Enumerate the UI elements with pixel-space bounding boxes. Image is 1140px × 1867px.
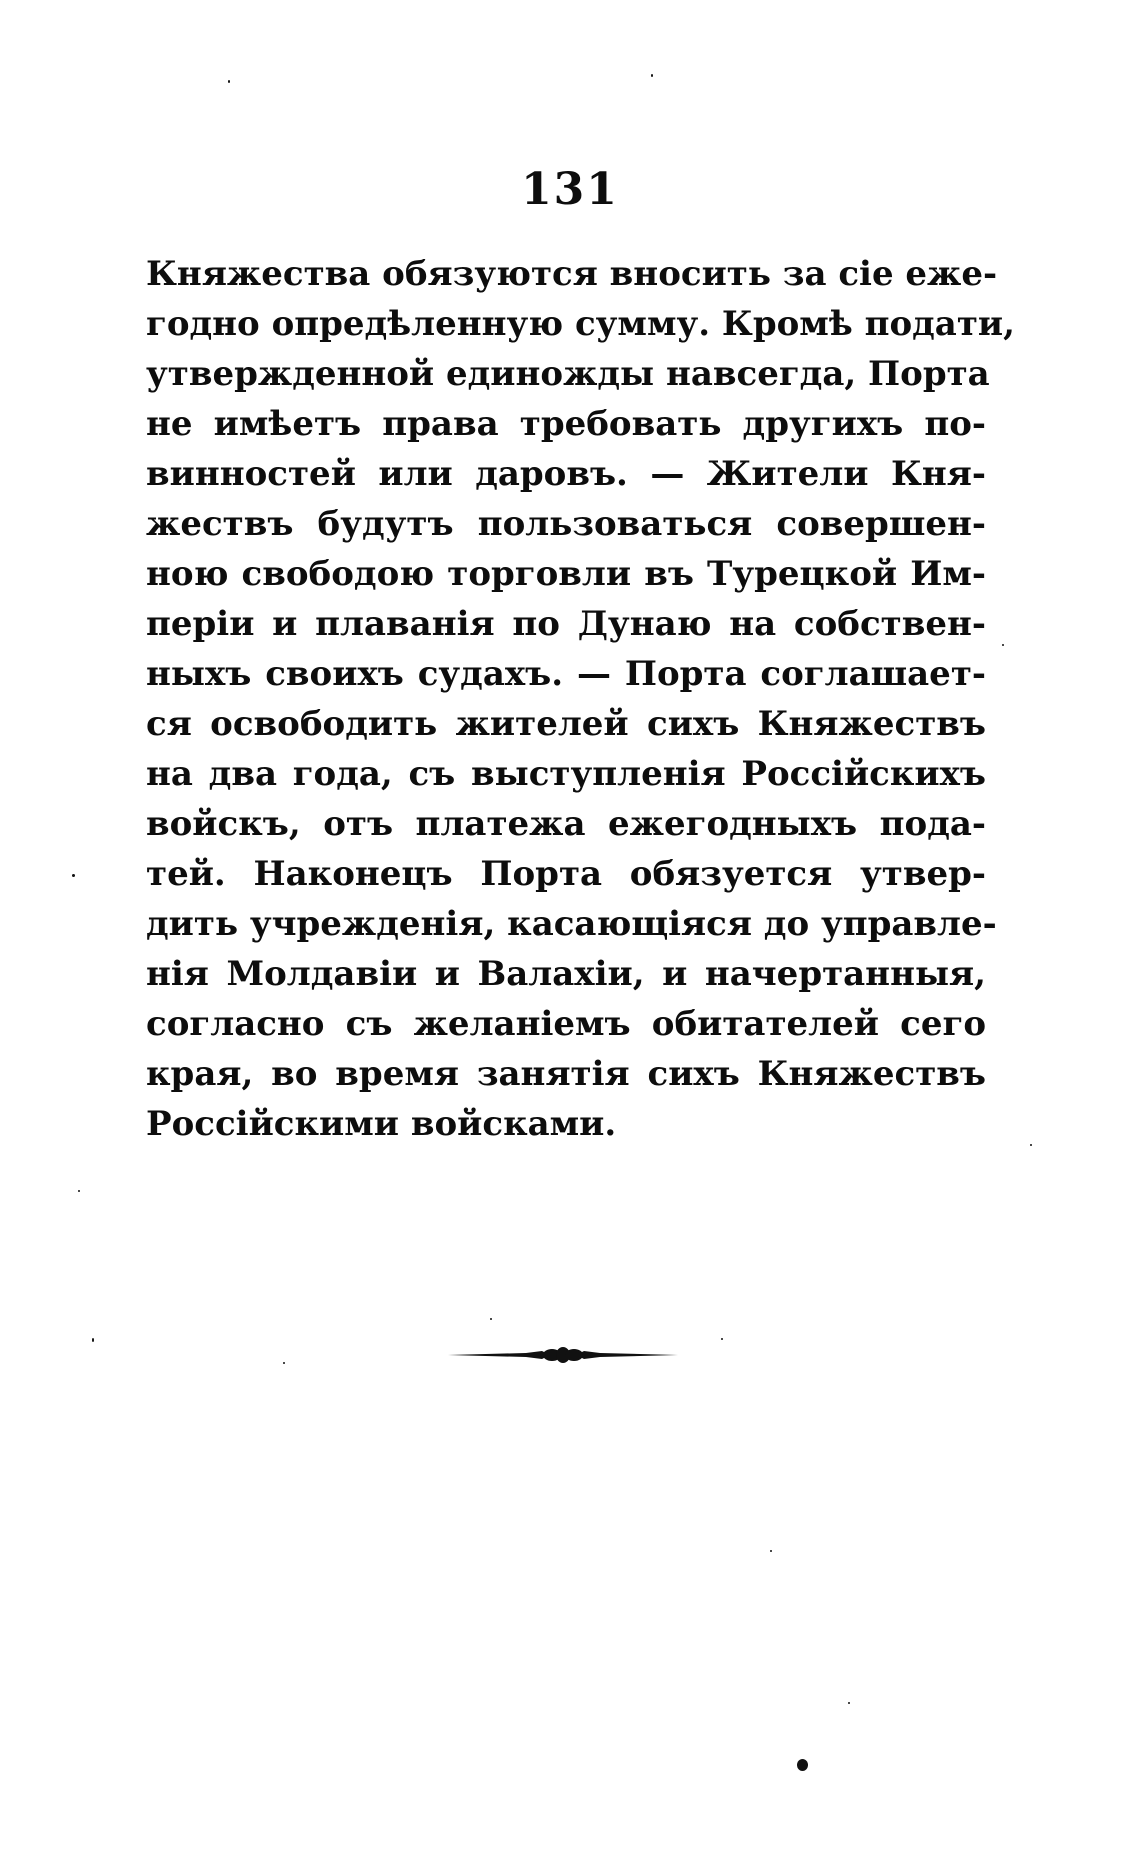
- text-line: утвержденной единожды навсегда, Порта: [146, 354, 990, 394]
- text-line: края, во время занятія сихъ Княжествъ: [146, 1054, 986, 1094]
- text-line: ныхъ своихъ судахъ. — Порта соглашает-: [146, 654, 986, 694]
- text-line: тей. Наконецъ Порта обязуется утвер-: [146, 854, 986, 894]
- text-line: годно опредѣленную сумму. Кромѣ подати,: [146, 304, 1015, 344]
- text-line: жествъ будутъ пользоваться совершен-: [146, 504, 986, 544]
- text-line: ною свободою торговли въ Турецкой Им-: [146, 554, 986, 594]
- ink-speck: [721, 1338, 723, 1340]
- ink-speck: [651, 74, 653, 77]
- tailpiece-ornament-icon: [446, 1344, 680, 1366]
- ink-dot: [797, 1759, 808, 1771]
- text-line: періи и плаванія по Дунаю на собствен-: [146, 604, 986, 644]
- ink-speck: [228, 80, 230, 83]
- text-line: на два года, съ выступленія Россійскихъ: [146, 754, 986, 794]
- ink-speck: [92, 1338, 94, 1342]
- text-line-last: Россійскими войсками.: [146, 1104, 617, 1144]
- text-line: Княжества обязуются вносить за сіе еже-: [146, 254, 998, 294]
- text-line: нія Молдавіи и Валахіи, и начертанныя,: [146, 954, 986, 994]
- ink-speck: [770, 1550, 772, 1552]
- text-line: дить учрежденія, касающіяся до управле-: [146, 904, 997, 944]
- ink-speck: [78, 1190, 80, 1192]
- text-line: винностей или даровъ. — Жители Кня-: [146, 454, 986, 494]
- text-line: согласно съ желаніемъ обитателей сего: [146, 1004, 986, 1044]
- ink-speck: [72, 874, 75, 877]
- text-line: войскъ, отъ платежа ежегодныхъ пода-: [146, 804, 986, 844]
- page-number: 131: [521, 164, 619, 215]
- ink-speck: [490, 1318, 492, 1320]
- ink-speck: [1002, 644, 1004, 646]
- ink-speck: [283, 1362, 285, 1364]
- text-line: не имѣетъ права требовать другихъ по-: [146, 404, 986, 444]
- ink-speck: [1030, 1144, 1032, 1146]
- body-text: [146, 249, 1015, 1149]
- text-line: ся освободить жителей сихъ Княжествъ: [146, 704, 986, 744]
- ink-speck: [848, 1702, 850, 1704]
